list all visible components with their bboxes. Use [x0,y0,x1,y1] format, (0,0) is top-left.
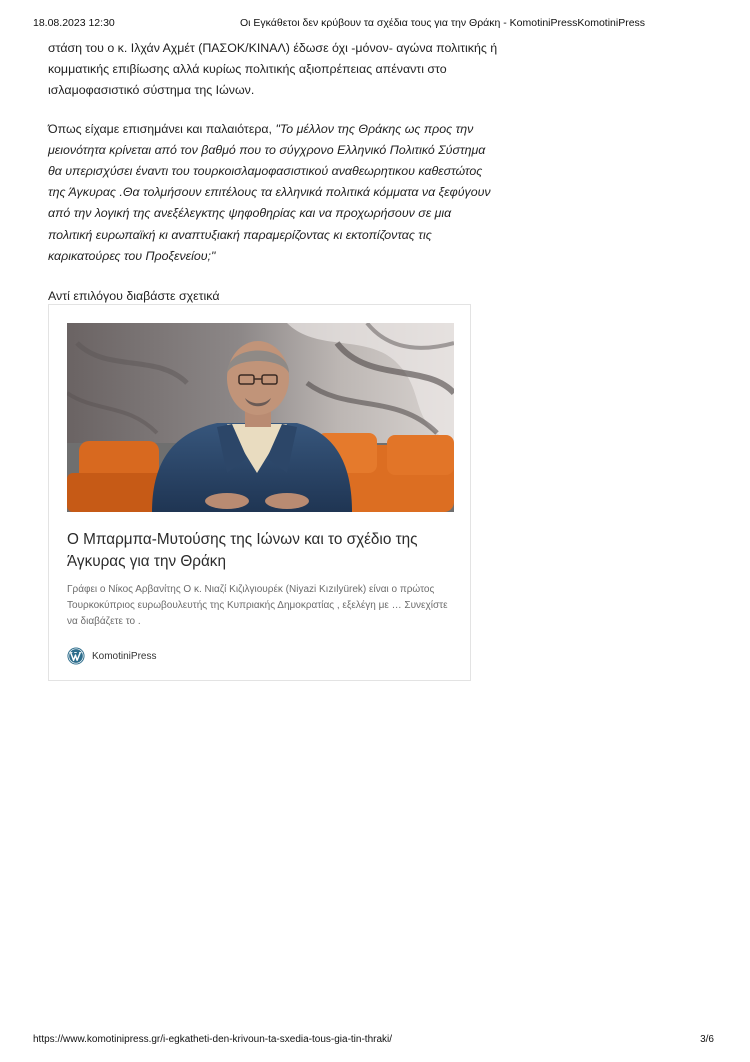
text-line: κομματικής επιβίωσης αλλά κυρίως πολιτικής αξιοπρέπειας απέναντι στο [48,62,447,77]
quote-line: πολιτική ευρωπαϊκή κι αναπτυξιακή παραμερίζοντας κι εκτοπίζοντας τις [48,227,432,242]
continue-reading-link[interactable]: Συνεχίστε [404,600,448,611]
wordpress-icon [67,647,85,665]
print-date: 18.08.2023 12:30 [33,17,115,29]
post-thumbnail[interactable] [67,323,454,512]
post-title-link[interactable] [67,529,454,573]
excerpt-line: Γράφει ο Νίκος Αρβανίτης Ο κ. Νιαζί Κιζιλγιουρέκ (Niyazi Kızılyürek) είναι ο πρώτος [67,584,435,595]
quote-line: καρικατούρες του Προξενείου;" [48,248,216,263]
quote-line: μειονότητα κρίνεται από τον βαθμό που το σύγχρονο Ελληνικό Πολιτικό Σύστημα [48,142,486,157]
page-number: 3/6 [700,1034,714,1045]
excerpt-line: Τουρκοκύπριος ευρωβουλευτής της Κυπριακής Δημοκρατίας , εξελέγη με … [67,600,405,611]
quote-line: θα υπερισχύσει έναντι του τουρκοισλαμοφασιστικού αναθεωρητικου καθεστώτος [48,164,483,179]
article-paragraph [48,38,518,102]
article-quote-paragraph [48,119,518,267]
title-line[interactable]: Άγκυρας για την Θράκη [67,553,226,570]
quote-intro: Όπως είχαμε επισημάνει και παλαιότερα, [48,121,276,136]
quote-line: της Άγκυρας .Θα τολμήσουν επιτέλους τα ελληνικά πολιτικά κόμματα να ξεφύγουν [48,185,491,200]
site-attribution[interactable] [67,647,156,665]
text-line: ισλαμοφασιστικό σύστημα της Ιώνων. [48,83,255,98]
print-url: https://www.komotinipress.gr/i-egkatheti-den-krivoun-ta-sxedia-tous-gia-tin-thraki/ [33,1034,393,1045]
site-name[interactable]: KomotiniPress [92,650,157,662]
article-body [48,38,518,307]
continue-reading-link-tail[interactable]: να διαβάζετε το . [67,616,141,627]
text-line: στάση του ο κ. Ιλχάν Αχμέτ (ΠΑΣΟΚ/ΚΙΝΑΛ) έδωσε όχι -μόνον- αγώνα πολιτικής ή [48,41,498,55]
title-line[interactable]: Ο Μπαρμπα-Μυτούσης της Ιώνων και το σχέδιο της [67,531,418,548]
post-excerpt [67,582,454,630]
quote-line: "Το μέλλον της Θράκης ως προς την [275,121,474,136]
quote-line: από την λογική της ανεξέλεγκτης ψηφοθηρίας και να προχωρήσουν σε μια [48,206,452,221]
portrait-photo [67,323,454,512]
related-intro: Αντί επιλόγου διαβάστε σχετικά [48,289,220,304]
related-post-card[interactable] [48,304,471,681]
print-page-title: Οι Εγκάθετοι δεν κρύβουν τα σχέδια τους για την Θράκη - KomotiniPressKomotiniPress [240,17,646,29]
